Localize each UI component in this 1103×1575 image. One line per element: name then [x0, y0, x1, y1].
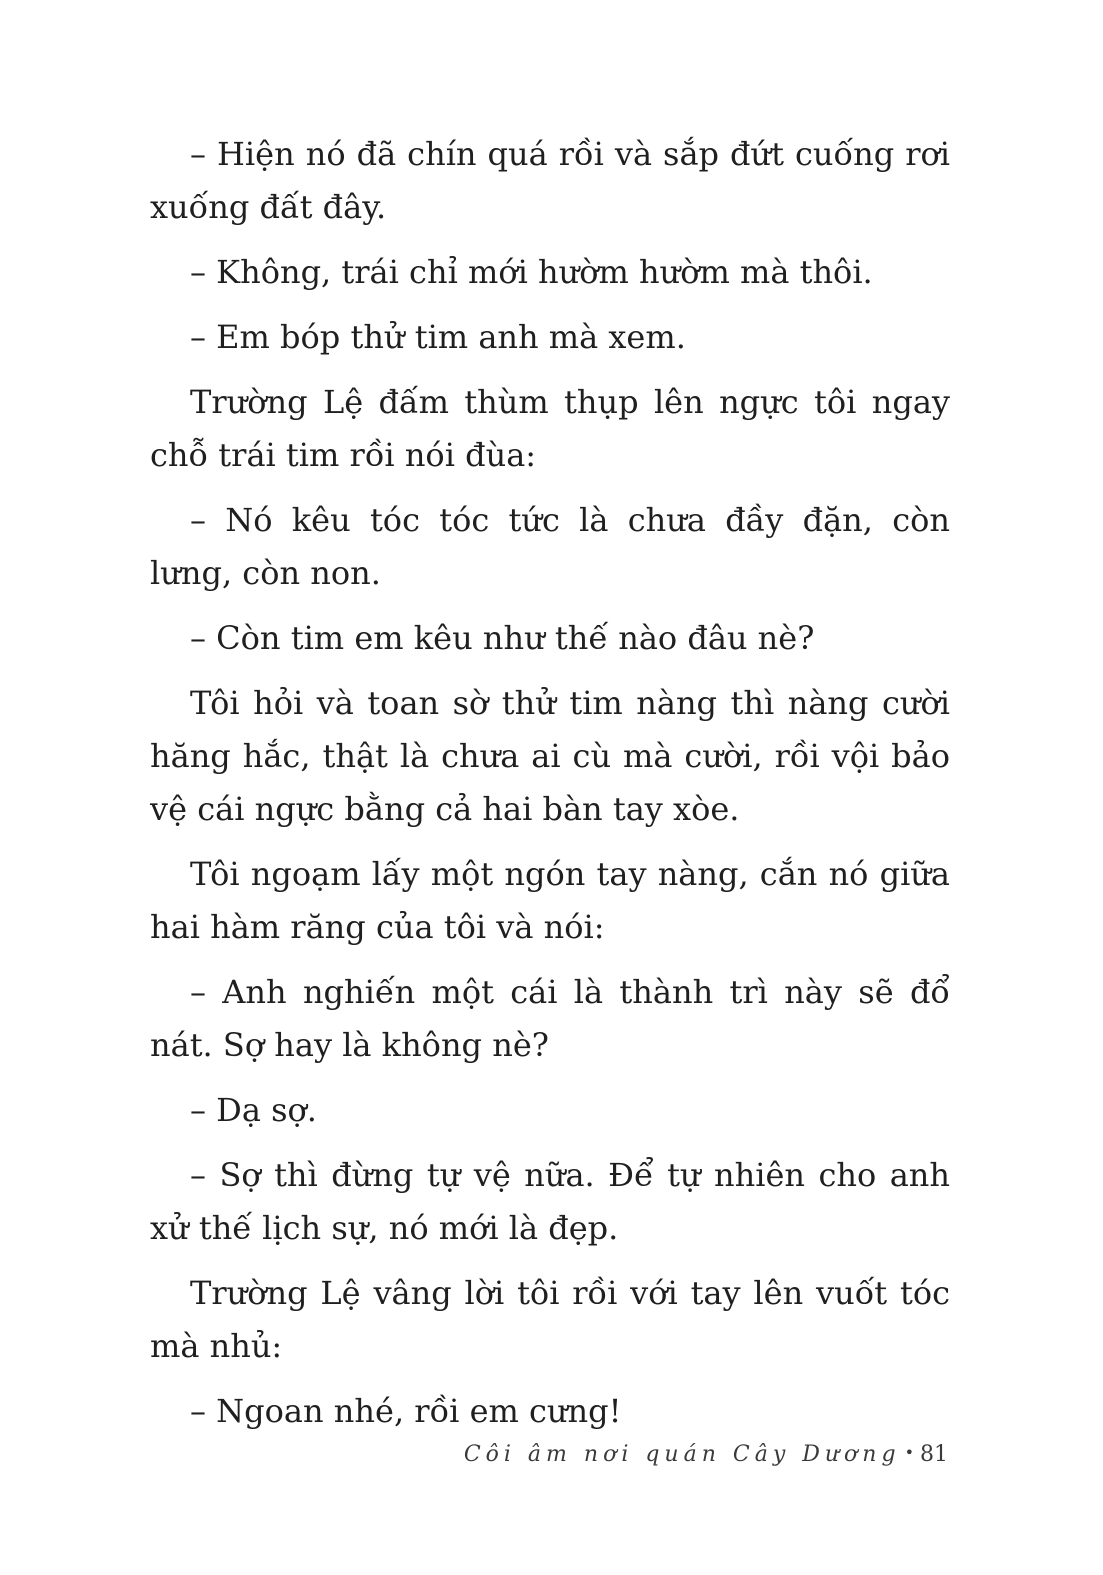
- running-title: Côi âm nơi quán Cây Dương: [463, 1442, 901, 1467]
- page-footer: [464, 1438, 948, 1470]
- paragraph-10: – Dạ sợ.: [190, 1091, 317, 1129]
- paragraph-11: – Sợ thì đừng tự vệ nữa. Để tự nhiên cho anh xử thế lịch sự, nó mới là đẹp.: [150, 1156, 950, 1247]
- paragraph-9: – Anh nghiến một cái là thành trì này sẽ đổ nát. Sợ hay là không nè?: [150, 973, 950, 1064]
- paragraph-8: Tôi ngoạm lấy một ngón tay nàng, cắn nó giữa hai hàm răng của tôi và nói:: [150, 855, 950, 946]
- paragraph-6: – Còn tim em kêu như thế nào đâu nè?: [190, 619, 815, 657]
- footer-separator: •: [904, 1443, 914, 1462]
- paragraph-12: Trường Lệ vâng lời tôi rồi với tay lên vuốt tóc mà nhủ:: [150, 1274, 950, 1365]
- body-text: [150, 128, 950, 1450]
- paragraph-4: Trường Lệ đấm thùm thụp lên ngực tôi ngay chỗ trái tim rồi nói đùa:: [150, 383, 950, 474]
- paragraph-5: – Nó kêu tóc tóc tức là chưa đầy đặn, còn lưng, còn non.: [150, 501, 950, 592]
- page-number: 81: [920, 1442, 948, 1467]
- paragraph-3: – Em bóp thử tim anh mà xem.: [190, 318, 686, 356]
- paragraph-1: – Hiện nó đã chín quá rồi và sắp đứt cuống rơi xuống đất đây.: [150, 135, 950, 226]
- paragraph-13: – Ngoan nhé, rồi em cưng!: [190, 1392, 622, 1430]
- paragraph-7: Tôi hỏi và toan sờ thử tim nàng thì nàng cười hăng hắc, thật là chưa ai cù mà cười, rồi vội bảo vệ cái ngực bằng cả hai bàn tay xòe.: [150, 684, 950, 828]
- paragraph-2: – Không, trái chỉ mới hườm hườm mà thôi.: [190, 253, 873, 291]
